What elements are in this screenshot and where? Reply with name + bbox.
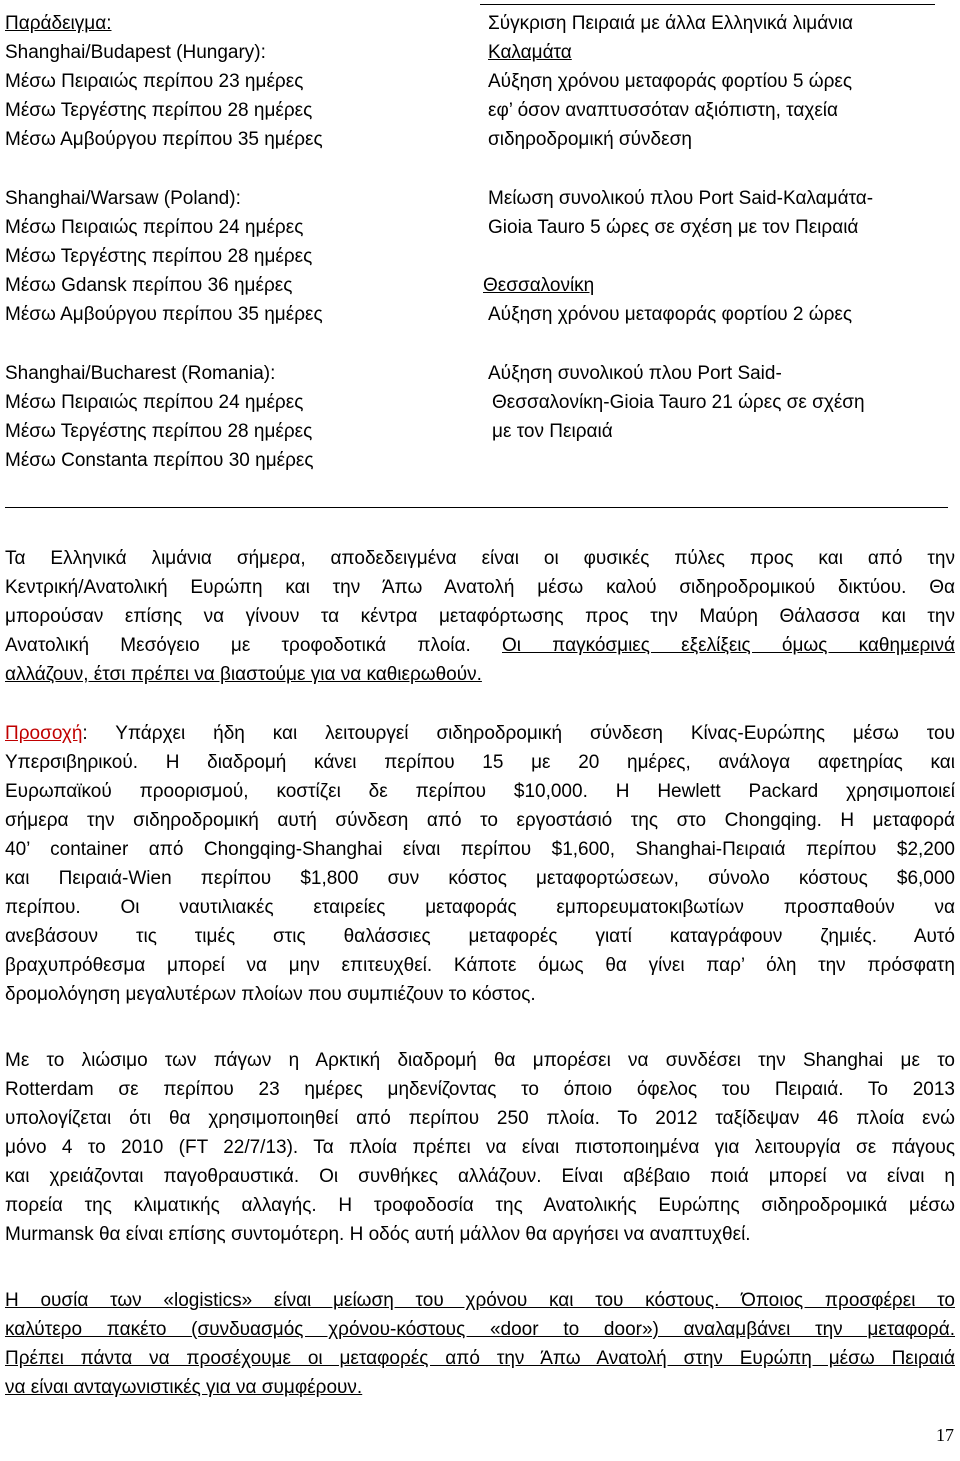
thessaloniki-extra-line: με τον Πειραιά [492,421,613,442]
text-line: Rotterdam σε περίπου 23 ημέρες μηδενίζοντας το όποιο όφελος του Πειραιά. Το 2013 [5,1079,955,1100]
route-line: Μέσω Πειραιώς περίπου 23 ημέρες [5,71,304,92]
text-line-mixed [5,631,955,660]
text-line: δρομολόγηση μεγαλυτέρων πλοίων που συμπιέζουν το κόστος. [5,984,536,1005]
thessaloniki-line: Αύξηση χρόνου μεταφοράς φορτίου 2 ώρες [488,304,853,325]
kalamata-heading: Καλαμάτα [488,42,572,63]
kalamata-line: εφ’ όσον αναπτυσσόταν αξιόπιστη, ταχεία [488,100,839,121]
route-line: Μέσω Αμβούργου περίπου 35 ημέρες [5,304,323,325]
text-line: Με το λιώσιμο των πάγων η Αρκτική διαδρομή θα μπορέσει να συνδέσει την Shanghai με το [5,1050,955,1071]
text-line: υπολογίζεται ότι θα χρησιμοποιηθεί από περίπου 250 πλοία. Το 2012 ταξίδεψαν 46 πλοία ενώ [5,1108,955,1129]
paragraph-arctic-route [5,1046,955,1249]
route-title-budapest: Shanghai/Budapest (Hungary): [5,42,266,63]
text-line: καλύτερο πακέτο (συνδυασμός χρόνου-κόστους «door to door») αναλαμβάνει την μεταφορά. [5,1319,955,1340]
text-line: Murmansk θα είναι επίσης συντομότερη. Η οδός αυτή μάλλον θα αργήσει να αναπτυχθεί. [5,1224,751,1245]
example-header: Παράδειγμα: [5,13,112,34]
comparison-header: Σύγκριση Πειραιά με άλλα Ελληνικά λιμάνια [488,13,853,34]
text-line-mixed [5,719,955,748]
route-title-bucharest: Shanghai/Bucharest (Romania): [5,363,276,384]
section-rule [5,507,948,508]
route-line: Μέσω Constanta περίπου 30 ημέρες [5,450,314,471]
kalamata-reduction-line: Μείωση συνολικού πλου Port Said-Καλαμάτα- [488,188,874,209]
paragraph-rail-link [5,719,955,1009]
route-line: Μέσω Πειραιώς περίπου 24 ημέρες [5,392,304,413]
paragraph-logistics [5,1286,955,1402]
paragraph-greek-ports [5,544,955,689]
text-line: Ευρωπαϊκού προορισμού, κοστίζει δε περίπου $10,000. Η Hewlett Packard χρησιμοποιεί [5,781,955,802]
text-line: Πρέπει πάντα να προσέχουμε οι μεταφορές από την Άπω Ανατολή στην Ευρώπη μέσω Πειραιά [5,1348,955,1369]
text-line: βραχυπρόθεσμα μπορεί να μην επιτευχθεί. Κάποτε όμως θα γίνει παρ’ όλη την πρόσφατη [5,955,955,976]
underlined-segment: Οι παγκόσμιες εξελίξεις όμως καθημερινά [502,635,955,656]
text-segment: : Υπάρχει ήδη και λειτουργεί σιδηροδρομική σύνδεση Κίνας-Ευρώπης μέσω του [82,723,955,744]
text-line: αλλάζουν, έτσι πρέπει να βιαστούμε για να καθιερωθούν. [5,664,482,685]
page-number: 17 [936,1425,954,1445]
route-line: Μέσω Τεργέστης περίπου 28 ημέρες [5,100,313,121]
text-line: μπορούσαν επίσης να γίνουν τα κέντρα μεταφόρτωσης προς την Μαύρη Θάλασσα και την [5,606,955,627]
text-line: ανεβάσουν τις τιμές στις θαλάσσιες μεταφορές γιατί καταγράφουν ζημιές. Αυτό [5,926,955,947]
thessaloniki-extra-line: Αύξηση συνολικού πλου Port Said- [488,363,782,384]
route-line: Μέσω Πειραιώς περίπου 24 ημέρες [5,217,304,238]
kalamata-line: σιδηροδρομική σύνδεση [488,129,692,150]
kalamata-reduction-line: Gioia Tauro 5 ώρες σε σχέση με τον Πειραιά [488,217,859,238]
text-line: Κεντρική/Ανατολική Ευρώπη και την Άπω Ανατολή μέσω καλού σιδηροδρομικού δικτύου. Θα [5,577,955,598]
text-line: να είναι ανταγωνιστικές για να συμφέρουν. [5,1377,363,1398]
text-line: 40’ container από Chongqing-Shanghai είναι περίπου $1,600, Shanghai-Πειραιά περίπου $2,200 [5,839,955,860]
route-line: Μέσω Τεργέστης περίπου 28 ημέρες [5,421,313,442]
text-line: πορεία της κλιματικής αλλαγής. Η τροφοδοσία της Ανατολικής Ευρώπης σιδηροδρομικά μέσω [5,1195,955,1216]
text-line: Τα Ελληνικά λιμάνια σήμερα, αποδεδειγμένα είναι οι φυσικές πύλες προς και από την [5,548,955,569]
text-line: σήμερα την σιδηροδρομική αυτή σύνδεση από το εργοστάσιό της στο Chongqing. Η μεταφορά [5,810,955,831]
text-line: και χρειάζονται παγοθραυστικά. Οι συνθήκες αλλάζουν. Είναι αβέβαιο ποιά μπορεί να είναι η [5,1166,955,1187]
thessaloniki-extra-line: Θεσσαλονίκη-Gioia Tauro 21 ώρες σε σχέση [492,392,865,413]
kalamata-line: Αύξηση χρόνου μεταφοράς φορτίου 5 ώρες [488,71,853,92]
attention-label: Προσοχή [5,723,83,744]
route-title-warsaw: Shanghai/Warsaw (Poland): [5,188,241,209]
route-line: Μέσω Αμβούργου περίπου 35 ημέρες [5,129,323,150]
top-rule [480,4,935,5]
text-line: Υπερσιβηρικού. Η διαδρομή κάνει περίπου 15 με 20 ημέρες, ανάλογα αφετηρίας και [5,752,955,773]
text-line: και Πειραιά-Wien περίπου $1,800 συν κόστος μεταφορτώσεων, σύνολο κόστους $6,000 [5,868,955,889]
text-line: μόνο 4 το 2010 (FT 22/7/13). Τα πλοία πρέπει να είναι πιστοποιημένα για λειτουργία σε πάγους [5,1137,955,1158]
thessaloniki-heading: Θεσσαλονίκη [483,275,595,296]
text-segment: Ανατολική Μεσόγειο με τροφοδοτικά πλοία. [5,635,502,656]
text-line: περίπου. Οι ναυτιλιακές εταιρείες μεταφοράς εμπορευματοκιβωτίων προσπαθούν να [5,897,955,918]
text-line: Η ουσία των «logistics» είναι μείωση του χρόνου και του κόστους. Όποιος προσφέρει το [5,1290,955,1311]
route-line: Μέσω Τεργέστης περίπου 28 ημέρες [5,246,313,267]
route-line: Μέσω Gdansk περίπου 36 ημέρες [5,275,293,296]
